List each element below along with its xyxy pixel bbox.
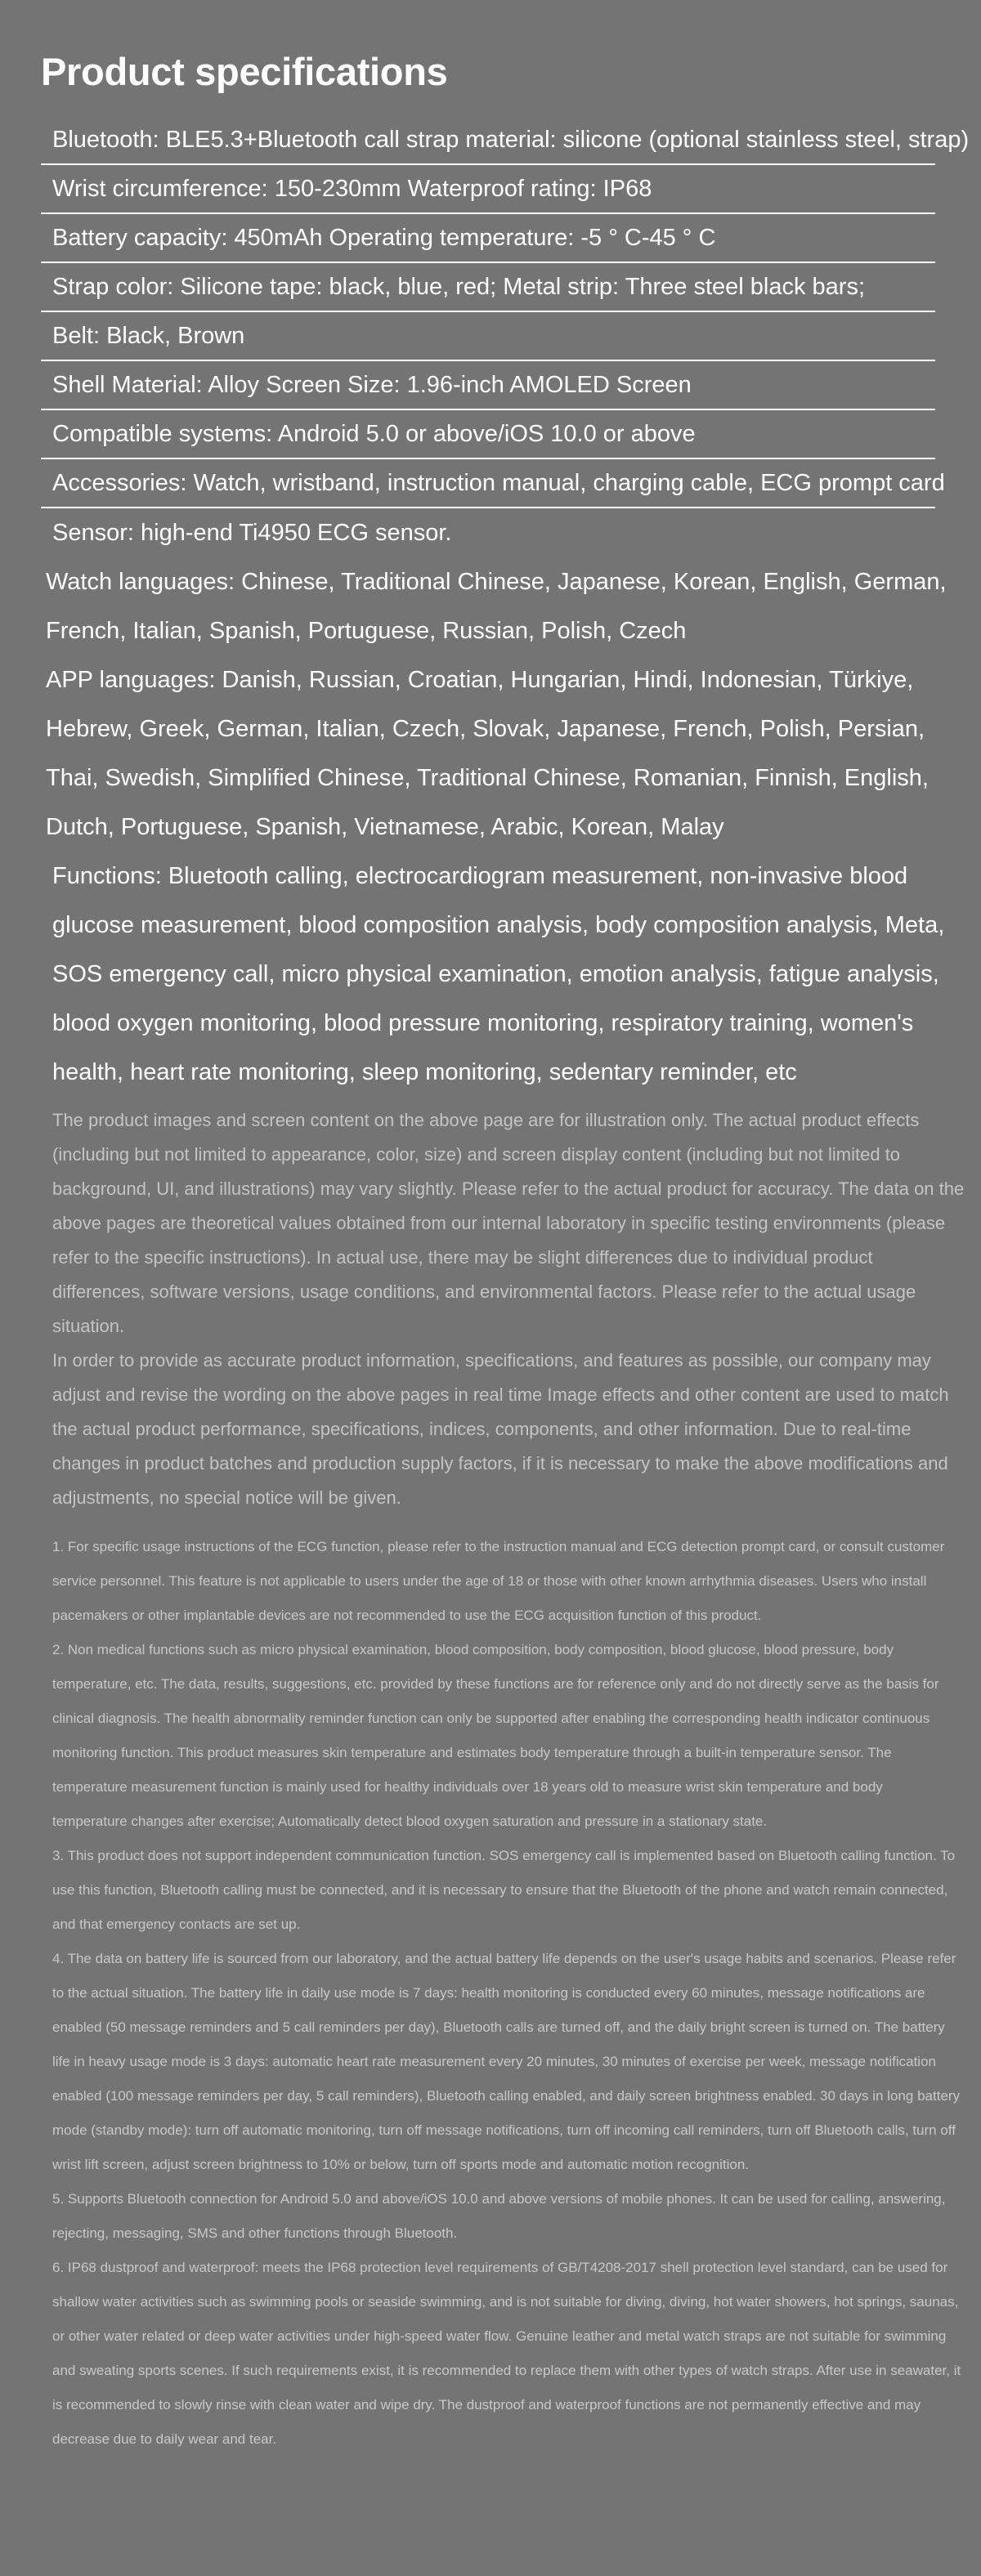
- spec-text: Strap color: Silicone tape: black, blue, red; Metal strip: Three steel black bars;: [52, 273, 866, 300]
- spec-row-sensor: [41, 508, 935, 557]
- spec-text: Sensor: high-end Ti4950 ECG sensor.: [52, 519, 452, 546]
- spec-row-belt: [41, 312, 935, 361]
- spec-row-bluetooth: [41, 116, 970, 165]
- spec-row-shell: [41, 361, 935, 410]
- spec-text: Bluetooth: BLE5.3+Bluetooth call strap material: silicone (optional stainless steel, strap): [52, 126, 970, 153]
- note-bluetooth: 5. Supports Bluetooth connection for Android 5.0 and above/iOS 10.0 and above versions of mobile phones. It can be used for calling, answering, rejecting, messaging, SMS and other functions through Bluetooth.: [52, 2191, 946, 2241]
- note-battery: 4. The data on battery life is sourced from our laboratory, and the actual battery life depends on the user's usage habits and scenarios. Please refer to the actual situation. The battery life in daily use mode is 7 days: health monitoring is conducted every 60 minutes, message notifications are enabled (50 message reminders and 5 call reminders per day), Bluetooth calls are turned off, and the daily bright screen is turned on. The battery life in heavy usage mode is 3 days: automatic heart rate measurement every 20 minutes, 30 minutes of exercise per week, message notification enabled (100 message reminders per day, 5 call reminders), Bluetooth calling enabled, and daily screen brightness enabled. 30 days in long battery mode (standby mode): turn off automatic monitoring, turn off message notifications, turn off incoming call reminders, turn off Bluetooth calls, turn off wrist lift screen, adjust screen brightness to 10% or below, turn off sports mode and automatic motion recognition.: [52, 1951, 961, 2172]
- disclaimer-revisions: In order to provide as accurate product information, specifications, and features as possible, our company may adjust and revise the wording on the above pages in real time Image effects and other content are used to match the actual product performance, specifications, indices, components, and other information. Due to real-time changes in product batches and production supply factors, if it is necessary to make the above modifications and adjustments, no special notice will be given.: [52, 1350, 949, 1508]
- page-title: Product specifications: [41, 50, 448, 93]
- note-ecg: 1. For specific usage instructions of the ECG function, please refer to the instruction manual and ECG detection prompt card, or consult customer service personnel. This feature is not applicable to users under the age of 18 or those with other known arrhythmia diseases. Users who install pacemakers or other implantable devices are not recommended to use the ECG acquisition function of this product.: [52, 1539, 945, 1623]
- app-languages: APP languages: Danish, Russian, Croatian, Hungarian, Hindi, Indonesian, Türkiye, Hebrew, Greek, German, Italian, Czech, Slovak, Japanese, French, Polish, Persian, Thai, Swedish, Simplified Chinese, Traditional Chinese, Romanian, Finnish, English, Dutch, Portuguese, Spanish, Vietnamese, Arabic, Korean, Malay: [46, 667, 929, 840]
- spec-text: Belt: Black, Brown: [52, 322, 245, 349]
- watch-languages: Watch languages: Chinese, Traditional Chinese, Japanese, Korean, English, German, French, Italian, Spanish, Portuguese, Russian, Polish, Czech: [46, 569, 947, 644]
- functions: Functions: Bluetooth calling, electrocardiogram measurement, non-invasive blood glucose measurement, blood composition analysis, body composition analysis, Meta, SOS emergency call, micro physical examination, emotion analysis, fatigue analysis, blood oxygen monitoring, blood pressure monitoring, respiratory training, women's health, heart rate monitoring, sleep monitoring, sedentary reminder, etc: [52, 863, 945, 1085]
- spec-text: Compatible systems: Android 5.0 or above/iOS 10.0 or above: [52, 420, 696, 447]
- spec-text: Wrist circumference: 150-230mm Waterproof rating: IP68: [52, 175, 652, 202]
- note-non-medical: 2. Non medical functions such as micro physical examination, blood composition, body composition, blood glucose, blood pressure, body temperature, etc. The data, results, suggestions, etc. provided by these functions are for reference only and do not directly serve as the basis for clinical diagnosis. The health abnormality reminder function can only be supported after enabling the corresponding health indicator continuous monitoring function. This product measures skin temperature and estimates body temperature through a built-in temperature sensor. The temperature measurement function is mainly used for healthy individuals over 18 years old to measure wrist skin temperature and body temperature changes after exercise; Automatically detect blood oxygen saturation and pressure in a stationary state.: [52, 1642, 939, 1829]
- spec-row-battery: [41, 214, 935, 263]
- spec-text: Accessories: Watch, wristband, instruction manual, charging cable, ECG prompt card: [52, 469, 945, 496]
- spec-list: [41, 116, 970, 557]
- spec-text: Shell Material: Alloy Screen Size: 1.96-inch AMOLED Screen: [52, 371, 692, 398]
- spec-text: Battery capacity: 450mAh Operating temperature: -5 ° C-45 ° C: [52, 224, 716, 251]
- note-waterproof: 6. IP68 dustproof and waterproof: meets the IP68 protection level requirements of GB/T4208-2017 shell protection level standard, can be used for shallow water activities such as swimming pools or seaside swimming, and is not suitable for diving, diving, hot water showers, hot springs, saunas, or other water related or deep water activities under high-speed water flow. Genuine leather and metal watch straps are not suitable for swimming and sweating sports scenes. If such requirements exist, it is recommended to replace them with other types of watch straps. After use in seawater, it is recommended to slowly rinse with clean water and wipe dry. The dustproof and waterproof functions are not permanently effective and may decrease due to daily wear and tear.: [52, 2260, 961, 2447]
- spec-row-strap-color: [41, 263, 935, 312]
- note-sos: 3. This product does not support independent communication function. SOS emergency call is implemented based on Bluetooth calling function. To use this function, Bluetooth calling must be connected, and it is necessary to ensure that the Bluetooth of the phone and watch remain connected, and that emergency contacts are set up.: [52, 1848, 956, 1932]
- spec-row-wrist: [41, 165, 935, 214]
- spec-row-compatible: [41, 410, 935, 459]
- spec-row-accessories: [41, 459, 945, 508]
- notes-list: [41, 1530, 961, 2457]
- disclaimer-illustration: The product images and screen content on the above page are for illustration only. The actual product effects (including but not limited to appearance, color, size) and screen display content (including but not limited to background, UI, and illustrations) may vary slightly. Please refer to the actual product for accuracy. The data on the above pages are theoretical values obtained from our internal laboratory in specific testing environments (please refer to the specific instructions). In actual use, there may be slight differences due to individual product differences, software versions, usage conditions, and environmental factors. Please refer to the actual usage situation.: [52, 1110, 965, 1336]
